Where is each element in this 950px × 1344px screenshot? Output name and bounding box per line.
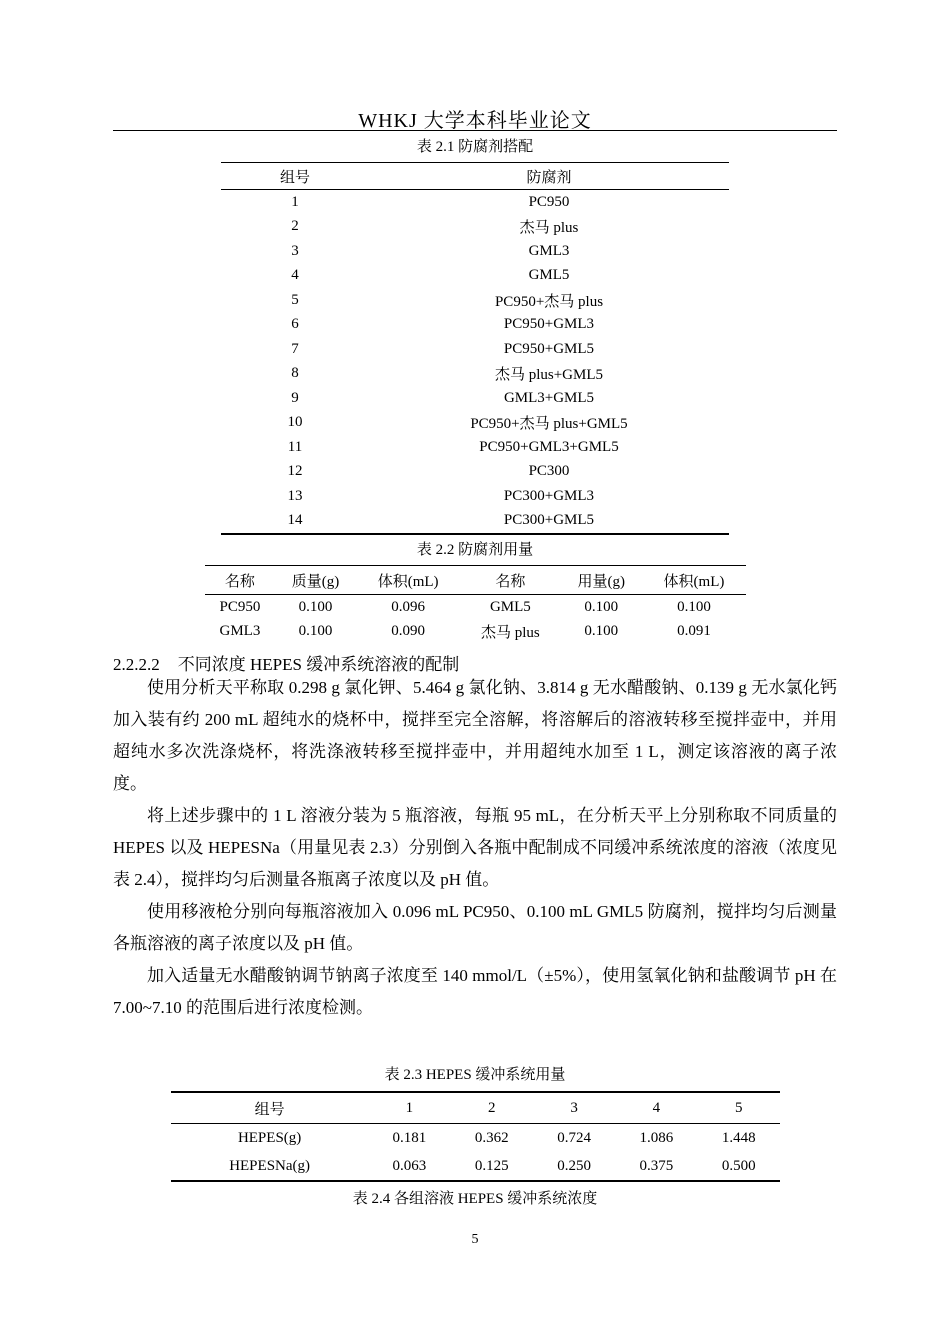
table-header-cell: 体积(mL) <box>377 573 439 590</box>
table-cell: PC950+GML3+GML5 <box>479 438 619 455</box>
table-cell: GML5 <box>489 598 531 615</box>
table-cell: 9 <box>291 389 299 406</box>
table-cell: PC950+杰马 plus <box>494 293 604 310</box>
table-cell: 0.100 <box>298 598 333 615</box>
table-row <box>221 386 729 411</box>
table-header-row <box>171 1092 780 1124</box>
table-row <box>171 1152 780 1181</box>
table-cell: 0.362 <box>474 1129 509 1146</box>
table2-caption: 表 2.2 防腐剂用量 <box>416 542 534 558</box>
paragraph: 使用分析天平称取 0.298 g 氯化钾、5.464 g 氯化钠、3.814 g 无水醋酸钠、0.139 g 无水氯化钙加入装有约 200 mL 超纯水的烧杯中，搅拌至完全溶解，将溶解后的溶液转移至搅拌壶中，并用超纯水多次洗涤烧杯，将洗涤液转移至搅拌壶中，并用超纯水加至 1 L，测定该溶液的离子浓度。 <box>113 678 837 793</box>
table-cell: 0.100 <box>298 623 333 640</box>
table-row <box>221 362 729 387</box>
table-header-row <box>205 566 746 595</box>
table-row <box>221 337 729 362</box>
table-cell: 0.063 <box>392 1157 427 1174</box>
table-cell: 12 <box>287 463 303 480</box>
table-cell: 0.125 <box>474 1157 509 1174</box>
table-row <box>205 595 746 620</box>
table-cell: 13 <box>287 487 303 504</box>
preservative-combination-table <box>221 162 729 535</box>
page-number: 5 <box>471 1232 479 1247</box>
table-cell: 0.100 <box>677 598 711 615</box>
table-cell: 0.250 <box>557 1157 591 1174</box>
table-header-row <box>221 163 729 190</box>
table-header-cell: 5 <box>735 1099 743 1116</box>
paragraph: 加入适量无水醋酸钠调节钠离子浓度至 140 mmol/L（±5%），使用氢氧化钠和盐酸调节 pH 在 7.00~7.10 的范围后进行浓度检测。 <box>113 966 837 1017</box>
table-row <box>171 1124 780 1153</box>
table-row <box>221 484 729 509</box>
table-cell: PC950+杰马 plus+GML5 <box>470 416 628 433</box>
table-cell: GML3 <box>219 623 261 640</box>
table-cell: PC950+GML3 <box>503 316 595 333</box>
table-cell: 0.096 <box>391 598 425 615</box>
table-cell: 0.375 <box>639 1157 674 1174</box>
hepes-dosage-table <box>171 1091 780 1182</box>
table-cell: 0.724 <box>557 1129 591 1146</box>
table-cell: 0.091 <box>677 623 711 640</box>
table-row <box>221 509 729 535</box>
table-cell: 7 <box>291 340 299 357</box>
table-header-cell: 用量(g) <box>577 573 626 590</box>
table-cell: 4 <box>291 267 299 284</box>
preservative-dosage-table <box>205 565 746 644</box>
header-rule <box>113 130 837 131</box>
table-header-cell: 组号 <box>279 169 310 186</box>
table-cell: PC300+GML5 <box>503 512 595 529</box>
table-cell: 0.100 <box>584 623 619 640</box>
table-header-cell: 4 <box>652 1099 661 1116</box>
table-cell: 1 <box>291 193 299 210</box>
table-row <box>221 190 729 215</box>
table-row <box>221 264 729 289</box>
table-row <box>221 288 729 313</box>
table-header-cell: 名称 <box>224 573 255 590</box>
table-cell: 1.448 <box>721 1129 756 1146</box>
table-row <box>221 239 729 264</box>
table-cell: 0.100 <box>584 598 619 615</box>
table1-caption: 表 2.1 防腐剂搭配 <box>416 139 534 155</box>
table-header-cell: 体积(mL) <box>663 573 725 590</box>
table-cell: PC300 <box>528 463 570 480</box>
table-header-cell: 2 <box>487 1099 496 1116</box>
table-cell: PC950 <box>219 598 261 615</box>
table-cell: 11 <box>287 438 303 455</box>
table-cell: 14 <box>287 512 303 529</box>
table-header-cell: 组号 <box>254 1101 285 1118</box>
table-row <box>221 313 729 338</box>
table-header-cell: 1 <box>405 1099 414 1116</box>
table-cell: 杰马 plus+GML5 <box>494 367 604 384</box>
table-row <box>221 460 729 485</box>
table-cell: GML3+GML5 <box>503 389 595 406</box>
table-cell: 6 <box>291 316 299 333</box>
table-cell: 3 <box>291 242 299 259</box>
table-row <box>221 411 729 436</box>
table-cell: PC950+GML5 <box>503 340 595 357</box>
paragraph: 使用移液枪分别向每瓶溶液加入 0.096 mL PC950、0.100 mL GML5 防腐剂，搅拌均匀后测量各瓶溶液的离子浓度以及 pH 值。 <box>113 902 837 953</box>
section-number: 2.2.2.2 <box>113 655 160 674</box>
table-header-cell: 质量(g) <box>291 573 340 590</box>
section-title: 不同浓度 HEPES 缓冲系统溶液的配制 <box>177 655 460 674</box>
table-cell: HEPES(g) <box>237 1129 302 1146</box>
table-header-cell: 3 <box>570 1099 578 1116</box>
table-cell: PC950 <box>528 193 570 210</box>
paragraph: 将上述步骤中的 1 L 溶液分装为 5 瓶溶液，每瓶 95 mL，在分析天平上分别称取不同质量的 HEPES 以及 HEPESNa（用量见表 2.3）分别倒入各瓶中配制成不同缓冲系统浓度的溶液（浓度见表 2.4），搅拌均匀后测量各瓶离子浓度以及 pH 值。 <box>113 806 837 889</box>
table-header-cell: 名称 <box>495 573 526 590</box>
table-cell: 10 <box>287 414 303 431</box>
table-cell: GML5 <box>528 267 570 284</box>
table-row <box>221 435 729 460</box>
table-cell: 8 <box>291 365 299 382</box>
table-cell: 0.500 <box>721 1157 756 1174</box>
table-cell: 5 <box>291 291 299 308</box>
table-cell: 1.086 <box>639 1129 674 1146</box>
table-header-cell: 防腐剂 <box>526 169 572 186</box>
table-cell: HEPESNa(g) <box>229 1157 311 1174</box>
table-row <box>205 620 746 645</box>
table-cell: 2 <box>291 218 299 235</box>
table-cell: 0.181 <box>392 1129 427 1146</box>
table-cell: 0.090 <box>391 623 425 640</box>
table-cell: 杰马 plus <box>481 625 540 642</box>
table-cell: 杰马 plus <box>519 220 579 237</box>
table-cell: PC300+GML3 <box>503 487 595 504</box>
running-header: WHKJ 大学本科毕业论文 <box>358 110 592 132</box>
table-cell: GML3 <box>528 242 570 259</box>
table3-caption: 表 2.3 HEPES 缓冲系统用量 <box>384 1067 566 1083</box>
table-row <box>221 215 729 240</box>
table4-caption: 表 2.4 各组溶液 HEPES 缓冲系统浓度 <box>352 1191 598 1207</box>
